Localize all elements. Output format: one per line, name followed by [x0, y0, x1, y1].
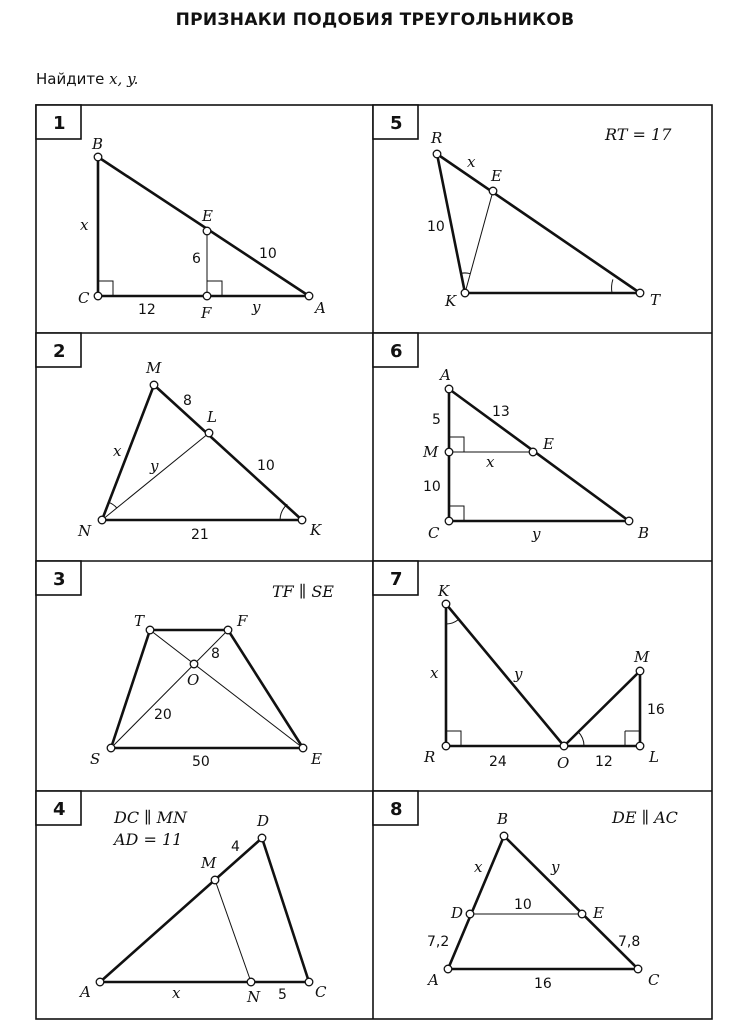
p7-label-l: L — [649, 748, 659, 766]
p1-label-c: C — [78, 289, 90, 307]
problem-5-figure — [433, 150, 644, 297]
p4-label-5: 5 — [278, 987, 287, 1003]
triangle-bac — [448, 836, 641, 969]
p8-condition: DE ∥ AC — [612, 808, 678, 827]
p3-label-50: 50 — [192, 754, 210, 770]
task-variables: x, y. — [109, 70, 139, 88]
p5-label-e: E — [491, 167, 502, 185]
triangle-rkt — [437, 154, 640, 293]
angle-mark-k — [461, 273, 470, 274]
p2-label-10: 10 — [257, 458, 275, 474]
problem-1-number: 1 — [53, 113, 66, 134]
angle-mark-k — [446, 620, 459, 625]
p6-label-5: 5 — [432, 412, 441, 428]
p1-label-6: 6 — [192, 251, 201, 267]
p4-label-d: D — [257, 812, 270, 830]
p1-label-10: 10 — [259, 246, 277, 262]
p8-label-7-2: 7,2 — [427, 934, 450, 950]
p1-label-x: x — [80, 216, 89, 234]
p4-condition-parallel: DC ∥ MN — [114, 808, 188, 827]
p2-label-m: M — [146, 359, 162, 377]
segment-mn — [215, 880, 251, 982]
p6-label-y: y — [532, 525, 541, 543]
p1-label-a: A — [315, 299, 326, 317]
triangle-mnk — [102, 385, 302, 520]
problem-7-figure — [442, 600, 644, 750]
p3-label-20: 20 — [154, 707, 172, 723]
p7-label-16: 16 — [647, 702, 665, 718]
problem-8-number: 8 — [390, 799, 403, 820]
problem-4-number: 4 — [53, 799, 66, 820]
p5-label-t: T — [650, 291, 661, 309]
p6-label-10: 10 — [423, 479, 441, 495]
diagonal-te — [150, 630, 303, 748]
angle-mark-o — [578, 732, 584, 746]
p4-label-c: C — [315, 983, 327, 1001]
p2-label-l: L — [207, 408, 217, 426]
p7-label-o: O — [557, 754, 570, 772]
p8-label-b: B — [497, 810, 509, 828]
p5-label-10: 10 — [427, 219, 445, 235]
p6-label-e: E — [543, 435, 554, 453]
p4-label-m: M — [201, 854, 217, 872]
p5-label-r: R — [431, 129, 443, 147]
triangle-acb — [449, 389, 629, 521]
p4-label-4: 4 — [231, 839, 240, 855]
problem-5-number: 5 — [390, 113, 403, 134]
p6-label-x: x — [486, 453, 495, 471]
problem-1-figure — [94, 153, 313, 300]
p2-label-k: K — [310, 521, 322, 539]
problem-2-number: 2 — [53, 341, 66, 362]
p8-label-a: A — [428, 971, 439, 989]
p8-label-7-8: 7,8 — [618, 934, 641, 950]
p5-condition: RT = 17 — [605, 125, 672, 144]
p7-label-x: x — [430, 664, 439, 682]
p4-label-a: A — [80, 983, 91, 1001]
p6-label-13: 13 — [492, 404, 510, 420]
problem-number-boxes — [36, 105, 418, 825]
problem-3-number: 3 — [53, 569, 66, 590]
p2-label-n: N — [78, 522, 92, 540]
angle-mark-t — [612, 279, 613, 293]
p8-label-y: y — [551, 858, 560, 876]
p1-label-e: E — [202, 207, 213, 225]
p4-label-x: x — [172, 984, 181, 1002]
problem-8-figure — [444, 832, 642, 973]
p7-label-24: 24 — [489, 754, 507, 770]
task-text: Найдите — [36, 70, 105, 88]
p7-label-y: y — [514, 665, 523, 683]
p6-label-c: C — [428, 524, 440, 542]
p7-label-k: K — [438, 582, 450, 600]
p7-label-m: M — [634, 648, 650, 666]
p8-label-d: D — [451, 904, 464, 922]
p6-label-m: M — [423, 443, 439, 461]
problem-2-figure — [98, 381, 306, 524]
p3-label-8: 8 — [211, 646, 220, 662]
p5-label-k: K — [445, 292, 457, 310]
triangle-oml — [564, 671, 640, 746]
p2-label-8: 8 — [183, 393, 192, 409]
problem-7-number: 7 — [390, 569, 403, 590]
p8-label-e: E — [593, 904, 604, 922]
problem-6-figure — [445, 385, 633, 525]
p1-label-12: 12 — [138, 302, 156, 318]
p8-label-16: 16 — [534, 976, 552, 992]
p7-label-r: R — [424, 748, 436, 766]
p5-label-x: x — [467, 153, 476, 171]
p3-label-s: S — [90, 750, 101, 768]
p7-label-12: 12 — [595, 754, 613, 770]
p8-label-x: x — [474, 858, 483, 876]
angle-mark-n — [109, 502, 117, 508]
problem-6-number: 6 — [390, 341, 403, 362]
triangle-kro — [446, 604, 564, 746]
p6-label-a: A — [440, 366, 451, 384]
p2-label-21: 21 — [191, 527, 209, 543]
p3-label-t: T — [134, 612, 145, 630]
p2-label-y: y — [150, 457, 159, 475]
p8-label-10: 10 — [514, 897, 532, 913]
segment-ke — [465, 191, 493, 293]
p3-label-o: O — [187, 671, 200, 689]
triangle-bca — [98, 157, 309, 296]
p3-condition: TF ∥ SE — [272, 582, 334, 601]
p1-label-y: y — [252, 298, 261, 316]
p2-label-x: x — [113, 442, 122, 460]
problem-3-figure — [107, 626, 307, 752]
page-title: ПРИЗНАКИ ПОДОБИЯ ТРЕУГОЛЬНИКОВ — [175, 10, 575, 30]
p4-condition-ad: AD = 11 — [114, 830, 183, 849]
trapezoid-tfes — [111, 630, 303, 748]
p8-label-c: C — [648, 971, 660, 989]
p3-label-e: E — [311, 750, 322, 768]
p1-label-f: F — [201, 304, 212, 322]
p6-label-b: B — [638, 524, 650, 542]
p3-label-f: F — [237, 612, 248, 630]
p4-label-n: N — [247, 988, 261, 1006]
p1-label-b: B — [92, 135, 104, 153]
